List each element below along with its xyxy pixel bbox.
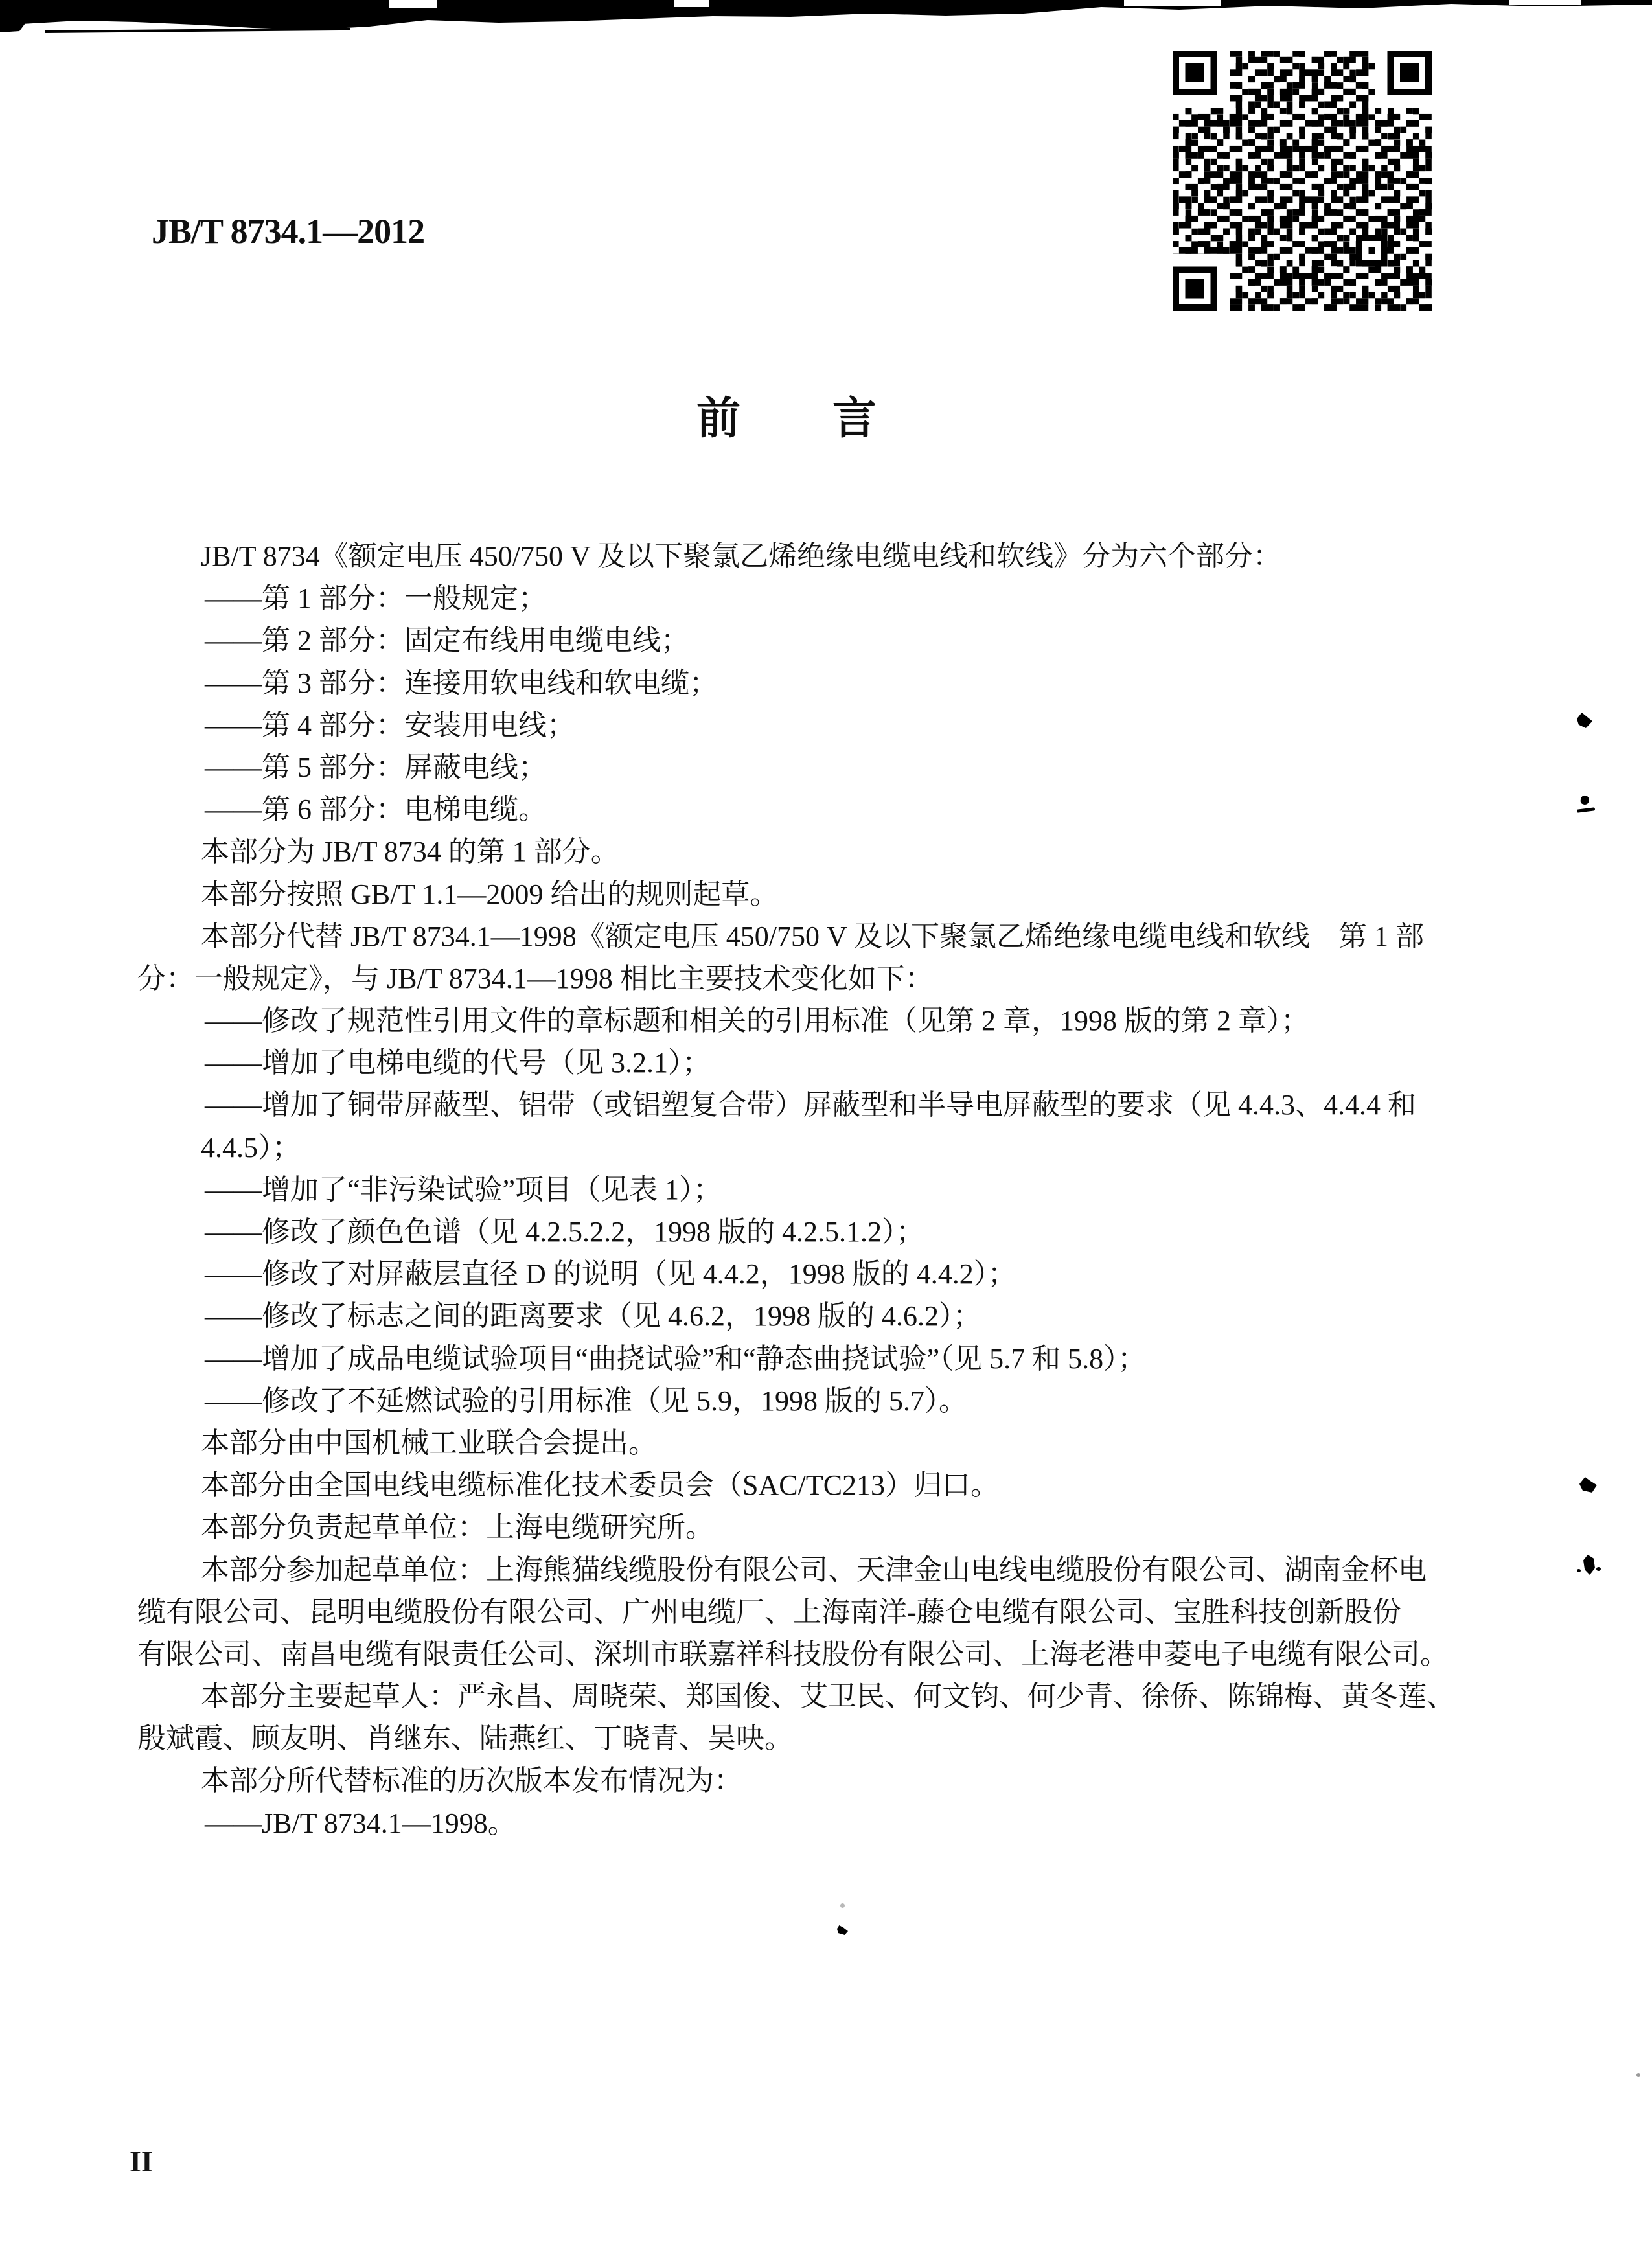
text-line: ——第 6 部分：电梯电缆。 bbox=[205, 794, 547, 826]
text-line: 本部分参加起草单位：上海熊猫线缆股份有限公司、天津金山电线电缆股份有限公司、湖南金杯电 bbox=[201, 1553, 1427, 1586]
ink-speck bbox=[1596, 1567, 1601, 1571]
text-line: ——第 3 部分：连接用软电线和软电缆； bbox=[205, 667, 718, 699]
ink-speck bbox=[1577, 1569, 1581, 1572]
text-line: 本部分所代替标准的历次版本发布情况为： bbox=[201, 1765, 742, 1797]
text-line: 本部分按照 GB/T 1.1—2009 给出的规则起草。 bbox=[201, 878, 779, 910]
text-line: 本部分由中国机械工业联合会提出。 bbox=[201, 1426, 657, 1459]
text-line: ——第 2 部分：固定布线用电缆电线； bbox=[205, 624, 689, 657]
text-line: ——修改了对屏蔽层直径 D 的说明（见 4.4.2，1998 版的 4.4.2）； bbox=[205, 1258, 1016, 1290]
text-line: ——修改了不延燃试验的引用标准（见 5.9，1998 版的 5.7）。 bbox=[205, 1384, 967, 1417]
body-text bbox=[0, 535, 1652, 1844]
text-line: ——第 4 部分：安装用电线； bbox=[205, 709, 575, 741]
text-line: ——增加了成品电缆试验项目“曲挠试验”和“静态曲挠试验”（见 5.7 和 5.8）； bbox=[205, 1342, 1147, 1375]
text-line: 本部分主要起草人：严永昌、周晓荣、郑国俊、艾卫民、何文钧、何少青、徐侨、陈锦梅、黄冬莲、 bbox=[201, 1680, 1455, 1713]
foreword-title: 前 言 bbox=[696, 394, 878, 443]
text-line: ——修改了规范性引用文件的章标题和相关的引用标准（见第 2 章，1998 版的第 2 章）； bbox=[205, 1005, 1309, 1037]
text-line: 本部分负责起草单位：上海电缆研究所。 bbox=[201, 1511, 714, 1544]
ink-speck bbox=[1636, 2073, 1640, 2077]
text-line: 殷斌霞、顾友明、肖继东、陆燕红、丁晓青、吴吷。 bbox=[137, 1723, 793, 1755]
text-line: ——增加了铜带屏蔽型、铝带（或铝塑复合带）屏蔽型和半导电屏蔽型的要求（见 4.4.3、4.4.4 和 bbox=[205, 1089, 1416, 1121]
text-line: 有限公司、南昌电缆有限责任公司、深圳市联嘉祥科技股份有限公司、上海老港申菱电子电缆有限公司。 bbox=[137, 1638, 1449, 1670]
text-line: 分：一般规定》，与 JB/T 8734.1—1998 相比主要技术变化如下： bbox=[137, 962, 934, 994]
text-line: 缆有限公司、昆明电缆股份有限公司、广州电缆厂、上海南洋-藤仓电缆有限公司、宝胜科技创新股份 bbox=[137, 1596, 1401, 1628]
text-line: ——增加了“非污染试验”项目（见表 1）； bbox=[205, 1173, 722, 1206]
text-line: 本部分由全国电线电缆标准化技术委员会（SAC/TC213）归口。 bbox=[201, 1469, 1000, 1502]
text-line: 本部分为 JB/T 8734 的第 1 部分。 bbox=[201, 836, 619, 868]
text-line: 本部分代替 JB/T 8734.1—1998《额定电压 450/750 V 及以下聚氯乙烯绝缘电缆电线和软线 第 1 部 bbox=[201, 920, 1424, 952]
text-line: ——第 1 部分：一般规定； bbox=[205, 582, 547, 615]
text-line: JB/T 8734《额定电压 450/750 V 及以下聚氯乙烯绝缘电缆电线和软线》分为六个部分： bbox=[201, 540, 1281, 572]
page-number: II bbox=[130, 2145, 153, 2178]
standard-code-header: JB/T 8734.1—2012 bbox=[152, 212, 425, 251]
ink-speck bbox=[840, 1903, 845, 1908]
text-line: ——JB/T 8734.1—1998。 bbox=[205, 1807, 516, 1839]
qr-code-icon bbox=[1173, 51, 1432, 311]
text-line: ——增加了电梯电缆的代号（见 3.2.1）； bbox=[205, 1047, 711, 1079]
text-line: ——修改了颜色色谱（见 4.2.5.2.2，1998 版的 4.2.5.1.2）； bbox=[205, 1216, 924, 1248]
text-line: ——修改了标志之间的距离要求（见 4.6.2，1998 版的 4.6.2）； bbox=[205, 1300, 981, 1333]
text-line: 4.4.5）； bbox=[201, 1131, 301, 1163]
text-line: ——第 5 部分：屏蔽电线； bbox=[205, 751, 547, 783]
scan-artifact-top-bar bbox=[0, 0, 1652, 41]
ink-mark bbox=[837, 1925, 848, 1935]
